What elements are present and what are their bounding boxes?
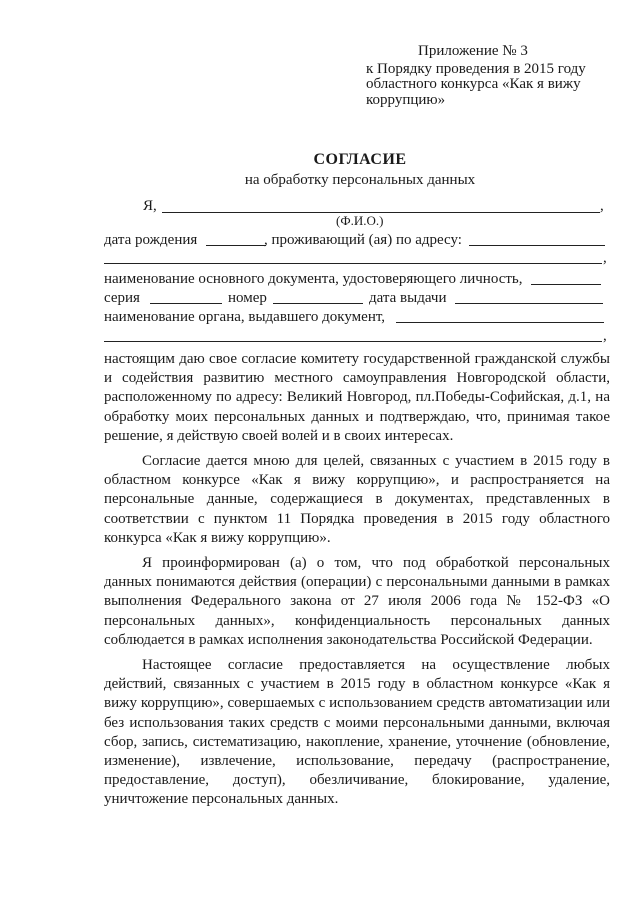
document-title: СОГЛАСИЕ xyxy=(313,151,407,168)
identity-document-label: наименование основного документа, удостоверяющего личность, xyxy=(104,271,523,287)
consent-paragraph: Я проинформирован (а) о том, что под обработкой персональных данных понимаются действия (операции) с персональными данными в рамках выполнения Федерального закона от 27 июля 2006 года № 152-ФЗ «О персональных данных», конфиденциальность персональных данных соблюдается в рамках исполнения законодательства Российской Федерации. xyxy=(104,555,610,648)
address-label: , проживающий (ая) по адресу: xyxy=(264,232,462,248)
comma: , xyxy=(603,328,607,344)
issue-date-label: дата выдачи xyxy=(369,290,447,306)
issuer-field[interactable] xyxy=(396,322,604,323)
number-label: номер xyxy=(228,290,267,306)
consent-paragraph: Согласие дается мною для целей, связанных с участием в 2015 году в областном конкурсе «Как я вижу коррупцию», и распространяется на персональные данные, содержащиеся в документах, представленных в соответствии с пунктом 11 Порядка проведения в 2015 году областного конкурса «Как я вижу коррупцию». xyxy=(104,453,610,546)
number-field[interactable] xyxy=(273,303,363,304)
consent-body xyxy=(104,350,610,816)
issuer-field-continued[interactable] xyxy=(104,341,602,342)
appendix-line: областного конкурса «Как я вижу xyxy=(366,76,581,92)
document-subtitle: на обработку персональных данных xyxy=(244,172,476,188)
consent-paragraph: Настоящее согласие предоставляется на осуществление любых действий, связанных с участием в 2015 году в областном конкурсе «Как я вижу коррупцию», совершаемых с использованием средств автоматизации или без использования таких средств с моими персональными данными, включая сбор, запись, систематизацию, накопление, хранение, уточнение (обновление, изменение), извлечение, использование, передачу (распространение, предоставление, доступ), обезличивание, блокирование, удаление, уничтожение персональных данных. xyxy=(104,657,610,808)
appendix-number: Приложение № 3 xyxy=(418,43,528,59)
issue-date-field[interactable] xyxy=(455,303,603,304)
i-label: Я, xyxy=(143,198,157,214)
appendix-line: к Порядку проведения в 2015 году xyxy=(366,60,586,77)
address-field-continued[interactable] xyxy=(104,263,602,264)
series-field[interactable] xyxy=(150,303,222,304)
consent-paragraph: настоящим даю свое согласие комитету государственной гражданской службы и содействия развитию местного самоуправления Новгородской области, расположенному по адресу: Великий Новгород, пл.Победы-Софийская, д.1, на обработку моих персональных данных и подтверждаю, что, принимая такое решение, я действую своей волей и в своих интересах. xyxy=(104,351,610,444)
fio-caption: (Ф.И.О.) xyxy=(336,213,384,228)
address-field[interactable] xyxy=(469,245,605,246)
series-label: серия xyxy=(104,290,140,306)
issuer-label: наименование органа, выдавшего документ, xyxy=(104,309,386,325)
comma: , xyxy=(600,198,604,214)
appendix-block xyxy=(366,44,586,108)
birth-date-field[interactable] xyxy=(206,245,266,246)
comma: , xyxy=(603,250,607,266)
birth-date-label: дата рождения xyxy=(104,232,198,248)
appendix-line: коррупцию» xyxy=(366,91,446,108)
identity-document-field[interactable] xyxy=(531,284,601,285)
